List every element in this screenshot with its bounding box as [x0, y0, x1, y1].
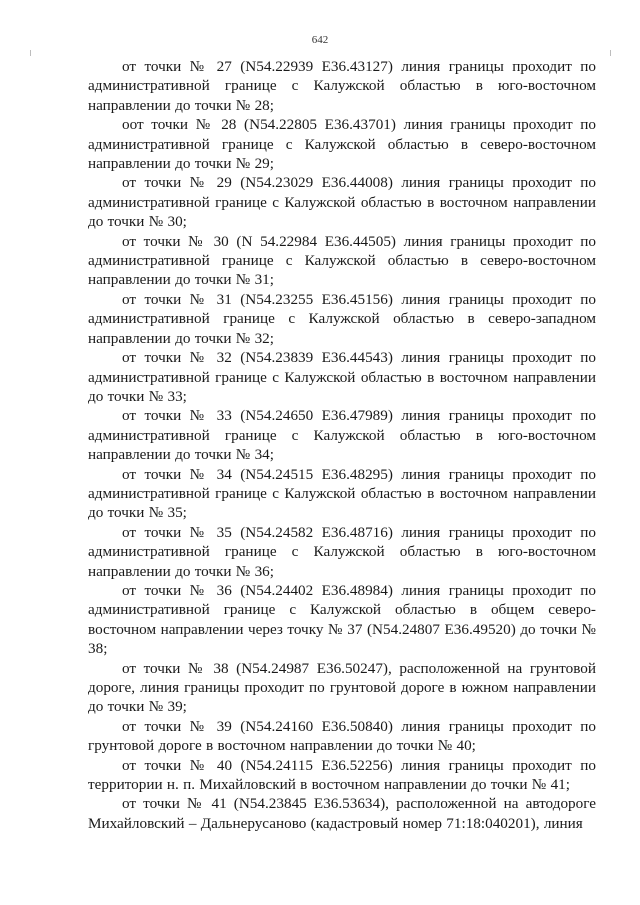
paragraph-point-38: от точки № 38 (N54.24987 E36.50247), расположенной на грунтовой дороге, линия границы проходит по грунтовой дороге в южном направлении до точки № 39;	[88, 659, 596, 716]
page-number: 642	[311, 34, 329, 46]
paragraph-point-41: от точки № 41 (N54.23845 E36.53634), расположенной на автодороге Михайловский – Дальнерусаново (кадастровый номер 71:18:040201), линия	[88, 795, 596, 832]
paragraph-point-39: от точки № 39 (N54.24160 E36.50840) линия границы проходит по грунтовой дороге в восточном направлении до точки № 40;	[88, 717, 596, 755]
paragraph-point-40: от точки № 40 (N54.24115 E36.52256) линия границы проходит по территории н. п. Михайловский в восточном направлении до точки № 41;	[88, 756, 596, 794]
paragraph-point-33: от точки № 33 (N54.24650 E36.47989) линия границы проходит по административной границе с Калужской областью в юго-восточном направлении до точки № 34;	[88, 407, 596, 464]
paragraph-point-27: от точки № 27 (N54.22939 E36.43127) линия границы проходит по административной границе с Калужской областью в юго-восточном направлении до точки № 28;	[88, 58, 596, 114]
paragraph-point-29: от точки № 29 (N54.23029 E36.44008) линия границы проходит по административной границе с Калужской областью в восточном направлении до точки № 30;	[88, 174, 596, 231]
document-body	[88, 57, 596, 833]
paragraph-point-30: от точки № 30 (N 54.22984 E36.44505) линия границы проходит по административной границе с Калужской областью в северо-восточном направлении до точки № 31;	[88, 232, 596, 289]
paragraph-point-36: от точки № 36 (N54.24402 E36.48984) линия границы проходит по административной границе с Калужской областью в общем северо-восточном направлении через точку № 37 (N54.24807 E36.49520) до точки № 38;	[88, 581, 596, 658]
scan-edge-mark-right	[610, 50, 611, 56]
paragraph-point-31: от точки № 31 (N54.23255 E36.45156) линия границы проходит по административной границе с Калужской областью в северо-западном направлении до точки № 32;	[88, 290, 596, 347]
paragraph-point-35: от точки № 35 (N54.24582 E36.48716) линия границы проходит по административной границе с Калужской областью в юго-восточном направлении до точки № 36;	[88, 523, 596, 580]
scan-edge-mark-left	[30, 50, 31, 56]
paragraph-point-28: оот точки № 28 (N54.22805 E36.43701) линия границы проходит по административной границе с Калужской областью в северо-восточном направлении до точки № 29;	[88, 116, 596, 173]
paragraph-point-34: от точки № 34 (N54.24515 E36.48295) линия границы проходит по административной границе с Калужской областью в восточном направлении до точки № 35;	[88, 465, 596, 522]
paragraph-point-32: от точки № 32 (N54.23839 E36.44543) линия границы проходит по административной границе с Калужской областью в восточном направлении до точки № 33;	[88, 349, 596, 405]
